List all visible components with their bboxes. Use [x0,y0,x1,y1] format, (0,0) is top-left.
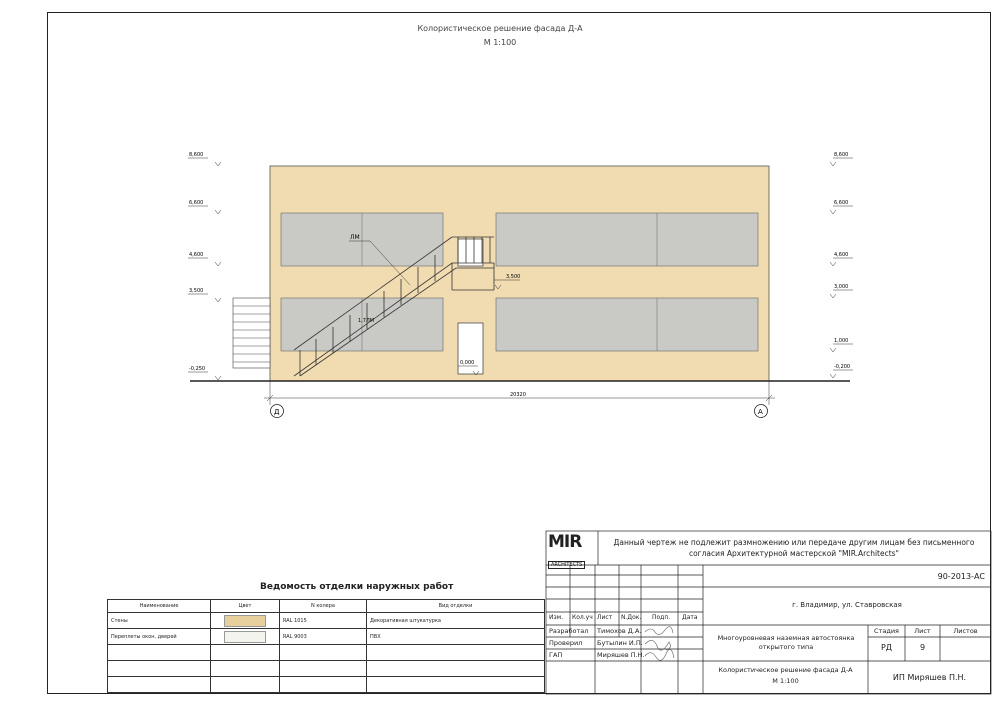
role-name: Тимохов Д.А. [597,627,642,635]
role-label: ГАП [549,651,563,659]
logo [548,532,596,568]
role-name: Бутылин И.П. [597,639,643,647]
level-left-3: 4,600 [189,252,204,258]
drawing-scale: М 1:100 [483,38,517,47]
level-left-5: -0,250 [189,366,206,372]
schedule-cell-code: RAL 1015 [280,613,367,629]
role-label: Проверил [549,639,583,647]
company-name: ИП Миряшев П.Н. [892,673,967,682]
rev-header: N.Док. [621,614,642,621]
rev-header: Лист [597,614,613,621]
sheet-title: Колористическое решение фасада Д-А [718,666,853,674]
axis-label-left: Д [274,408,280,416]
tag-lm: ЛМ [350,234,360,241]
schedule-header: N колера [280,600,367,613]
level-door: 0,000 [460,360,475,366]
stage-value: РД [880,643,893,652]
schedule-cell-finish: ПВХ [367,629,545,645]
role-name: Миряшев П.Н. [597,651,645,659]
logo-mark: MIR [548,532,582,552]
stage-label: Стадия [874,627,899,635]
dimension-label: 20320 [510,392,526,398]
rev-header: Дата [682,614,698,621]
rev-header: Подп. [652,614,671,621]
role-label: Разработал [549,627,589,635]
copyright-notice: Данный чертеж не подлежит размножению или передаче другим лицам без письменного согласия Архитектурной мастерской "MIR.Architects" [613,538,975,558]
level-left-2: 6,600 [189,200,204,206]
schedule-cell-finish: Декоративная штукатурка [367,613,545,629]
schedule-cell-name: Переплеты окон, дверей [108,629,211,645]
sheets-label: Листов [953,627,978,635]
level-right-2: 6,600 [834,200,849,206]
project-name: Многоуровневая наземная автостоянка открытого типа [717,634,855,651]
level-left-4: 3,500 [189,288,204,294]
level-right-6: -0,200 [834,364,851,370]
rev-header: Кол.уч [572,614,593,621]
sheet-label: Лист [914,627,931,635]
rev-header: Изм. [549,614,564,621]
schedule-title: Ведомость отделки наружных работ [260,582,454,592]
sheet-value: 9 [919,643,926,652]
schedule-cell-name: Стены [108,613,211,629]
level-right-1: 8,600 [834,152,849,158]
level-left-1: 8,600 [189,152,204,158]
schedule-header: Цвет [211,600,280,613]
level-right-5: 1,000 [834,338,849,344]
level-right-3: 4,600 [834,252,849,258]
level-stair-top: 3,500 [506,274,521,280]
schedule-cell-code: RAL 9003 [280,629,367,645]
sheet-scale: М 1:100 [772,677,799,685]
axis-label-right: А [758,408,763,416]
schedule-header: Наименование [108,600,211,613]
logo-subtitle: ARCHITECTS [548,561,585,569]
schedule-header: Вид отделки [367,600,545,613]
location: г. Владимир, ул. Ставровская [792,601,902,609]
level-right-4: 3,000 [834,284,849,290]
doc-code: 90-2013-АС [937,572,985,581]
drawing-title: Колористическое решение фасада Д-А [417,24,583,33]
tag-stair: 1,7ЛМ [358,318,375,324]
